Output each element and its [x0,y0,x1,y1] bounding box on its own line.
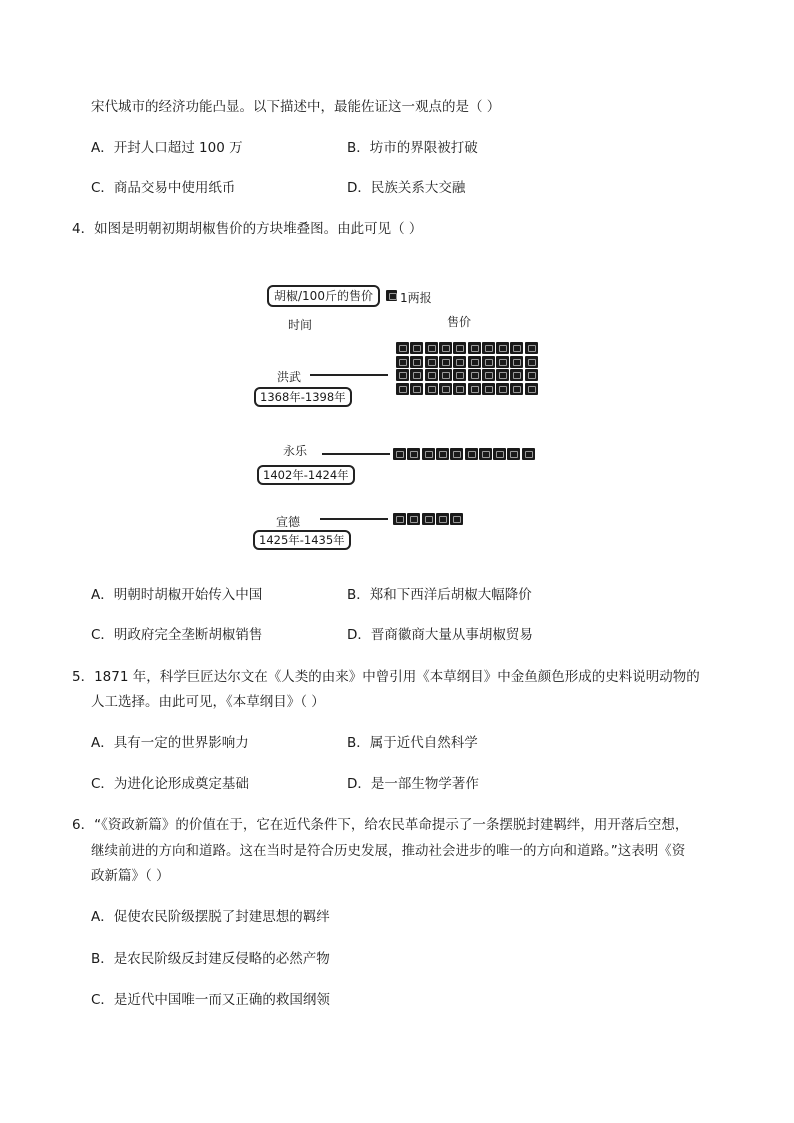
price-unit-tile [465,448,478,460]
row-years-xuande: 1425年-1435年 [253,530,351,550]
q3-option-b[interactable]: B．坊市的界限被打破 [347,140,478,156]
q4-option-a[interactable]: A．明朝时胡椒开始传入中国 [91,587,263,603]
price-unit-tile [410,356,423,368]
price-unit-tile [493,448,506,460]
price-unit-tile [507,448,520,460]
price-unit-tile [453,369,466,381]
q6-option-a[interactable]: A．促使农民阶级摆脱了封建思想的羁绊 [91,909,330,925]
price-unit-tile [422,513,435,525]
price-unit-tile [496,383,509,395]
row-era-xuande: 宣德 [276,515,301,529]
price-unit-tile [496,342,509,354]
price-unit-tile [496,369,509,381]
price-unit-tile [410,369,423,381]
price-unit-tile [468,369,481,381]
price-unit-tile [479,448,492,460]
price-unit-tile [425,383,438,395]
column-time-header: 时间 [288,318,313,332]
row-era-hongwu: 洪武 [277,370,302,384]
price-unit-tile [393,448,406,460]
row-years-hongwu: 1368年-1398年 [254,387,352,407]
price-unit-tile [525,383,538,395]
price-unit-tile [436,448,449,460]
price-unit-tile [450,448,463,460]
price-unit-tile [482,369,495,381]
price-unit-tile [525,369,538,381]
q5-stem-line1: 5．1871 年，科学巨匠达尔文在《人类的由来》中曾引用《本草纲目》中金鱼颜色形成的史料说明动物的 [72,669,700,685]
price-unit-tile [407,513,420,525]
price-unit-tile [439,383,452,395]
price-unit-tile [407,448,420,460]
q3-option-a[interactable]: A．开封人口超过 100 万 [91,140,243,156]
price-unit-tile [525,342,538,354]
row-connector-hongwu [310,374,388,376]
legend-label: 1两报 [400,291,432,305]
legend-unit-icon [386,290,397,301]
price-unit-tile [468,342,481,354]
row-era-yongle: 永乐 [283,444,308,458]
q6-option-b[interactable]: B．是农民阶级反封建反侵略的必然产物 [91,951,330,967]
column-price-header: 售价 [447,315,472,329]
price-unit-tile [496,356,509,368]
q3-option-c[interactable]: C．商品交易中使用纸币 [91,180,236,196]
price-unit-tile [510,356,523,368]
price-unit-tile [410,383,423,395]
q4-option-b[interactable]: B．郑和下西洋后胡椒大幅降价 [347,587,532,603]
price-unit-tile [425,342,438,354]
price-unit-tile [410,342,423,354]
row-connector-yongle [322,453,390,455]
price-unit-tile [482,356,495,368]
q4-stem: 4．如图是明朝初期胡椒售价的方块堆叠图。由此可见（ ） [72,221,423,237]
q6-stem-line3: 政新篇》（ ） [91,868,170,884]
q4-option-c[interactable]: C．明政府完全垄断胡椒销售 [91,627,263,643]
price-unit-tile [450,513,463,525]
q3-stem: 宋代城市的经济功能凸显。以下描述中，最能佐证这一观点的是（ ） [91,99,501,115]
price-unit-tile [510,342,523,354]
price-unit-tile [396,369,409,381]
price-unit-tile [453,383,466,395]
price-unit-tile [393,513,406,525]
price-unit-tile [396,342,409,354]
q5-stem-line2: 人工选择。由此可见，《本草纲目》（ ） [91,694,325,710]
price-unit-tile [453,356,466,368]
price-unit-tile [468,383,481,395]
price-unit-tile [482,383,495,395]
q5-option-b[interactable]: B．属于近代自然科学 [347,735,478,751]
price-unit-tile [453,342,466,354]
price-unit-tile [425,356,438,368]
price-unit-tile [425,369,438,381]
price-unit-tile [396,383,409,395]
price-unit-tile [439,369,452,381]
q5-option-a[interactable]: A．具有一定的世界影响力 [91,735,249,751]
q6-stem-line1: 6．“《资政新篇》的价值在于，它在近代条件下，给农民革命提示了一条摆脱封建羁绊，用开落后空想， [72,817,689,833]
row-years-yongle: 1402年-1424年 [257,465,355,485]
price-unit-tile [436,513,449,525]
q5-option-c[interactable]: C．为进化论形成奠定基础 [91,776,249,792]
price-unit-tile [396,356,409,368]
price-unit-tile [468,356,481,368]
q3-option-d[interactable]: D．民族关系大交融 [347,180,466,196]
price-unit-tile [525,356,538,368]
q6-option-c[interactable]: C．是近代中国唯一而又正确的救国纲领 [91,992,330,1008]
figure-title-box: 胡椒/100斤的售价 [267,285,380,307]
q6-stem-line2: 继续前进的方向和道路。这在当时是符合历史发展，推动社会进步的唯一的方向和道路。”这表明《资 [91,843,686,859]
price-unit-tile [482,342,495,354]
price-unit-tile [422,448,435,460]
row-connector-xuande [320,518,388,520]
price-unit-tile [439,356,452,368]
q5-option-d[interactable]: D．是一部生物学著作 [347,776,479,792]
price-unit-tile [510,383,523,395]
price-unit-tile [510,369,523,381]
price-unit-tile [522,448,535,460]
q4-option-d[interactable]: D．晋商徽商大量从事胡椒贸易 [347,627,533,643]
price-unit-tile [439,342,452,354]
